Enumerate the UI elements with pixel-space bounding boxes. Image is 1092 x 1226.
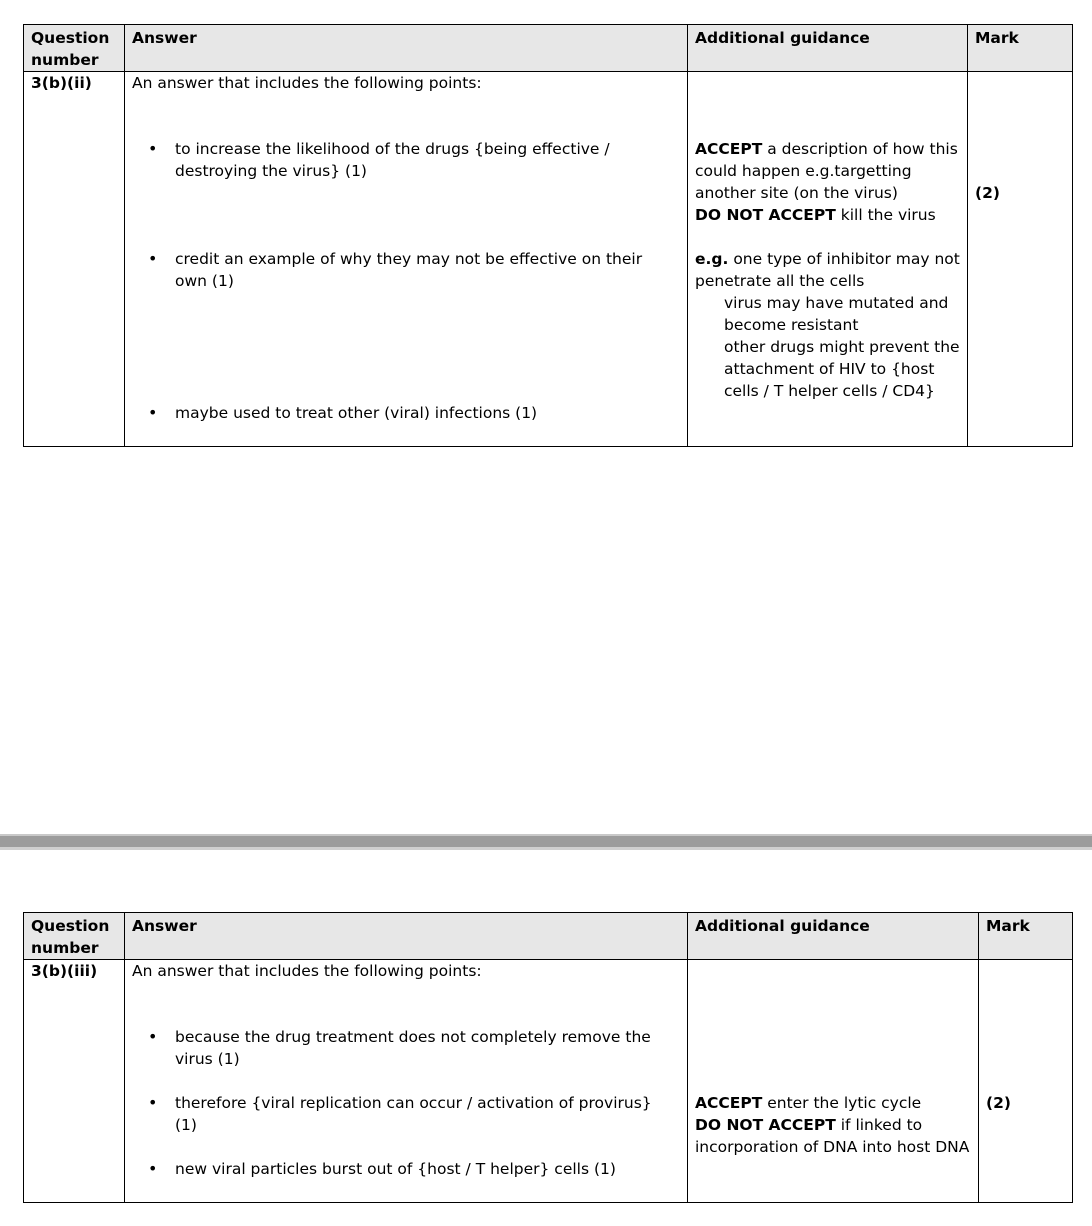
eg-text: one type of inhibitor may not penetrate all the cells	[695, 250, 960, 290]
mark-value: (2)	[975, 184, 1000, 202]
header-additional-guidance: Additional guidance	[688, 913, 979, 960]
page-separator	[0, 834, 1092, 850]
answer-point-1: • because the drug treatment does not completely remove the virus (1)	[175, 1026, 665, 1070]
answer-intro: An answer that includes the following points:	[132, 74, 482, 92]
accept-label: ACCEPT	[695, 1094, 763, 1112]
guidance-reject	[695, 1114, 973, 1158]
mark-scheme-table-3biii	[23, 912, 1073, 1203]
reject-label: DO NOT ACCEPT	[695, 206, 836, 224]
accept-label: ACCEPT	[695, 140, 763, 158]
answer-point-3: • new viral particles burst out of {host / T helper} cells (1)	[175, 1158, 665, 1180]
eg-line-3: other drugs might prevent the attachment of HIV to {host cells / T helper cells / CD4}	[724, 338, 960, 400]
mark-cell	[968, 72, 1073, 447]
guidance-accept	[695, 1092, 973, 1114]
header-answer: Answer	[125, 913, 688, 960]
guidance-reject	[695, 204, 960, 226]
guidance-example	[695, 248, 960, 402]
answer-point-3: • maybe used to treat other (viral) infections (1)	[175, 402, 665, 424]
answer-intro: An answer that includes the following points:	[132, 962, 482, 980]
question-number: 3(b)(iii)	[24, 960, 125, 1203]
reject-label: DO NOT ACCEPT	[695, 1116, 836, 1134]
answer-point-2: • credit an example of why they may not be effective on their own (1)	[175, 248, 665, 292]
mark-scheme-table-3bii	[23, 24, 1073, 447]
accept-text: enter the lytic cycle	[762, 1094, 922, 1112]
header-question-number: Question number	[24, 25, 125, 72]
header-mark: Mark	[979, 913, 1073, 960]
header-question-number: Question number	[24, 913, 125, 960]
eg-label: e.g.	[695, 250, 729, 268]
header-mark: Mark	[968, 25, 1073, 72]
eg-line-2: virus may have mutated and become resistant	[724, 294, 949, 334]
answer-point-1: • to increase the likelihood of the drugs {being effective / destroying the virus} (1)	[175, 138, 665, 182]
guidance-accept	[695, 138, 960, 204]
mark-cell	[979, 960, 1073, 1203]
header-answer: Answer	[125, 25, 688, 72]
guidance-cell	[688, 72, 968, 447]
guidance-cell	[688, 960, 979, 1203]
answer-cell	[125, 72, 688, 447]
header-additional-guidance: Additional guidance	[688, 25, 968, 72]
answer-cell	[125, 960, 688, 1203]
reject-text: kill the virus	[835, 206, 936, 224]
answer-point-2: • therefore {viral replication can occur / activation of provirus} (1)	[175, 1092, 665, 1136]
reject-text: if linked to incorporation of DNA into host DNA	[695, 1116, 970, 1156]
accept-text: a description of how this could happen e.g.targetting another site (on the virus)	[695, 140, 958, 202]
mark-value: (2)	[986, 1094, 1011, 1112]
question-number: 3(b)(ii)	[24, 72, 125, 447]
